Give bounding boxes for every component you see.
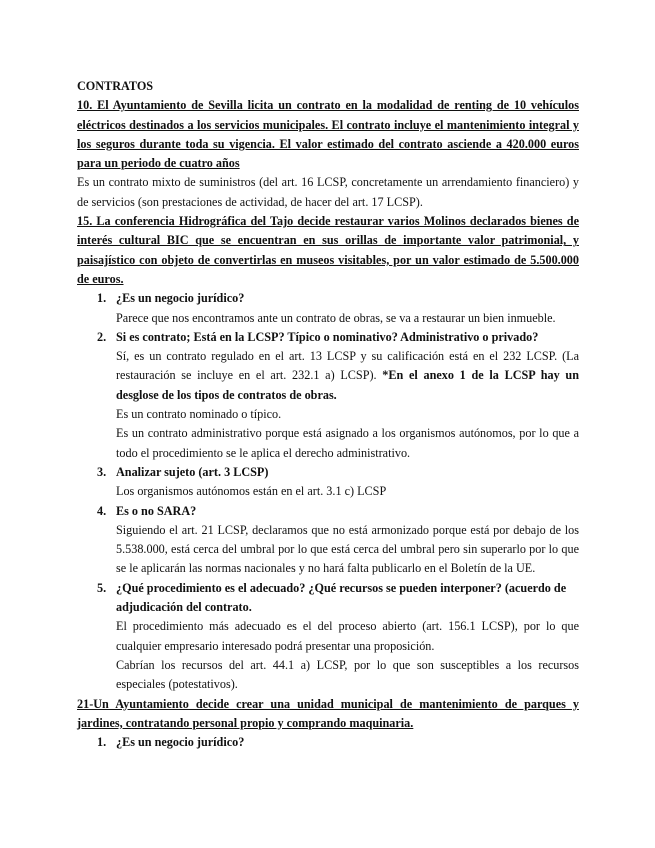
item-heading: ¿Qué procedimiento es el adecuado? ¿Qué recursos se pueden interponer? (acuerdo de adjudicación del contrato.	[116, 580, 567, 615]
question-15-list	[77, 289, 579, 694]
item-heading: ¿Es un negocio jurídico?	[116, 735, 245, 750]
item-answer: Sí, es un contrato regulado en el art. 13 LCSP y su calificación está en el 232 LCSP. (La restauración se incluye en el art. 232.1 a) LCSP). *En el anexo 1 de la LCSP hay un desglose de los tipos de contratos de obras.	[116, 349, 579, 402]
item-answer: Es un contrato administrativo porque está asignado a los organismos autónomos, por lo que a todo el procedimiento se le aplica el derecho administrativo.	[116, 426, 579, 460]
item-answer: Los organismos autónomos están en el art. 3.1 c) LCSP	[116, 484, 387, 499]
item-heading: ¿Es un negocio jurídico?	[116, 291, 245, 306]
item-heading: Analizar sujeto (art. 3 LCSP)	[116, 464, 269, 479]
item-answer: Es un contrato nominado o típico.	[116, 407, 282, 422]
list-item: 4. Es o no SARA? Siguiendo el art. 21 LCSP, declaramos que no está armonizado porque está por debajo de los 5.538.000, está cerca del umbral por lo que está cerca del umbral pero sin superarlo por lo que se le aplicarán las normas nacionales y no hará falta publicarlo en el Boletín de la UE.	[77, 502, 579, 579]
item-heading: Si es contrato; Está en la LCSP? Típico o nominativo? Administrativo o privado?	[116, 329, 539, 344]
item-answer: El procedimiento más adecuado es el del proceso abierto (art. 156.1 LCSP), por lo que cualquier empresario interesado podrá presentar una proposición.	[116, 619, 579, 653]
document-page	[77, 77, 579, 752]
item-heading: Es o no SARA?	[116, 503, 197, 518]
list-item: 5. ¿Qué procedimiento es el adecuado? ¿Qué recursos se pueden interponer? (acuerdo de adjudicación del contrato. El procedimiento más adecuado es el del proceso abierto (art. 156.1 LCSP), por lo que cualquier empresario interesado podrá presentar una proposición. Cabrían los recursos del art. 44.1 a) LCSP, por lo que son susceptibles a los recursos especiales (potestativos).	[77, 579, 579, 695]
question-10-answer: Es un contrato mixto de suministros (del art. 16 LCSP, concretamente un arrendamiento financiero) y de servicios (son prestaciones de actividad, de hacer del art. 17 LCSP).	[77, 175, 579, 209]
list-item: 3. Analizar sujeto (art. 3 LCSP) Los organismos autónomos están en el art. 3.1 c) LCSP	[77, 463, 579, 502]
question-21-list	[77, 733, 579, 752]
annex-note: *En el anexo 1 de la LCSP hay un desglose de los tipos de contratos de obras.	[116, 368, 579, 402]
document-title: CONTRATOS	[77, 79, 154, 93]
item-answer: Parece que nos encontramos ante un contrato de obras, se va a restaurar un bien inmueble.	[116, 310, 556, 325]
question-21: 21-Un Ayuntamiento decide crear una unidad municipal de mantenimiento de parques y jardines, contratando personal propio y comprando maquinaria.	[77, 696, 579, 730]
list-item: 2. Si es contrato; Está en la LCSP? Típico o nominativo? Administrativo o privado? Sí, es un contrato regulado en el art. 13 LCSP y su calificación está en el 232 LCSP. (La restauración se incluye en el art. 232.1 a) LCSP). *En el anexo 1 de la LCSP hay un desglose de los tipos de contratos de obras. Es un contrato nominado o típico. Es un contrato administrativo porque está asignado a los organismos autónomos, por lo que a todo el procedimiento se le aplica el derecho administrativo.	[77, 328, 579, 463]
list-item: 1. ¿Es un negocio jurídico?	[77, 733, 579, 752]
item-answer: Cabrían los recursos del art. 44.1 a) LCSP, por lo que son susceptibles a los recursos especiales (potestativos).	[116, 657, 579, 692]
question-15: 15. La conferencia Hidrográfica del Tajo decide restaurar varios Molinos declarados bienes de interés cultural BIC que se encuentran en sus orillas de importante valor patrimonial, y paisajístico con objeto de convertirlas en museos visitables, por un valor estimado de 5.500.000 de euros.	[77, 214, 579, 286]
question-10: 10. El Ayuntamiento de Sevilla licita un contrato en la modalidad de renting de 10 vehículos eléctricos destinados a los servicios municipales. El contrato incluye el mantenimiento integral y los seguros durante toda su vigencia. El valor estimado del contrato asciende a 420.000 euros para un periodo de cuatro años	[77, 98, 579, 171]
item-answer: Siguiendo el art. 21 LCSP, declaramos que no está armonizado porque está por debajo de los 5.538.000, está cerca del umbral por lo que está cerca del umbral pero sin superarlo por lo que se le aplicarán las normas nacionales y no hará falta publicarlo en el Boletín de la UE.	[116, 522, 579, 576]
list-item: 1. ¿Es un negocio jurídico? Parece que nos encontramos ante un contrato de obras, se va a restaurar un bien inmueble.	[77, 289, 579, 328]
